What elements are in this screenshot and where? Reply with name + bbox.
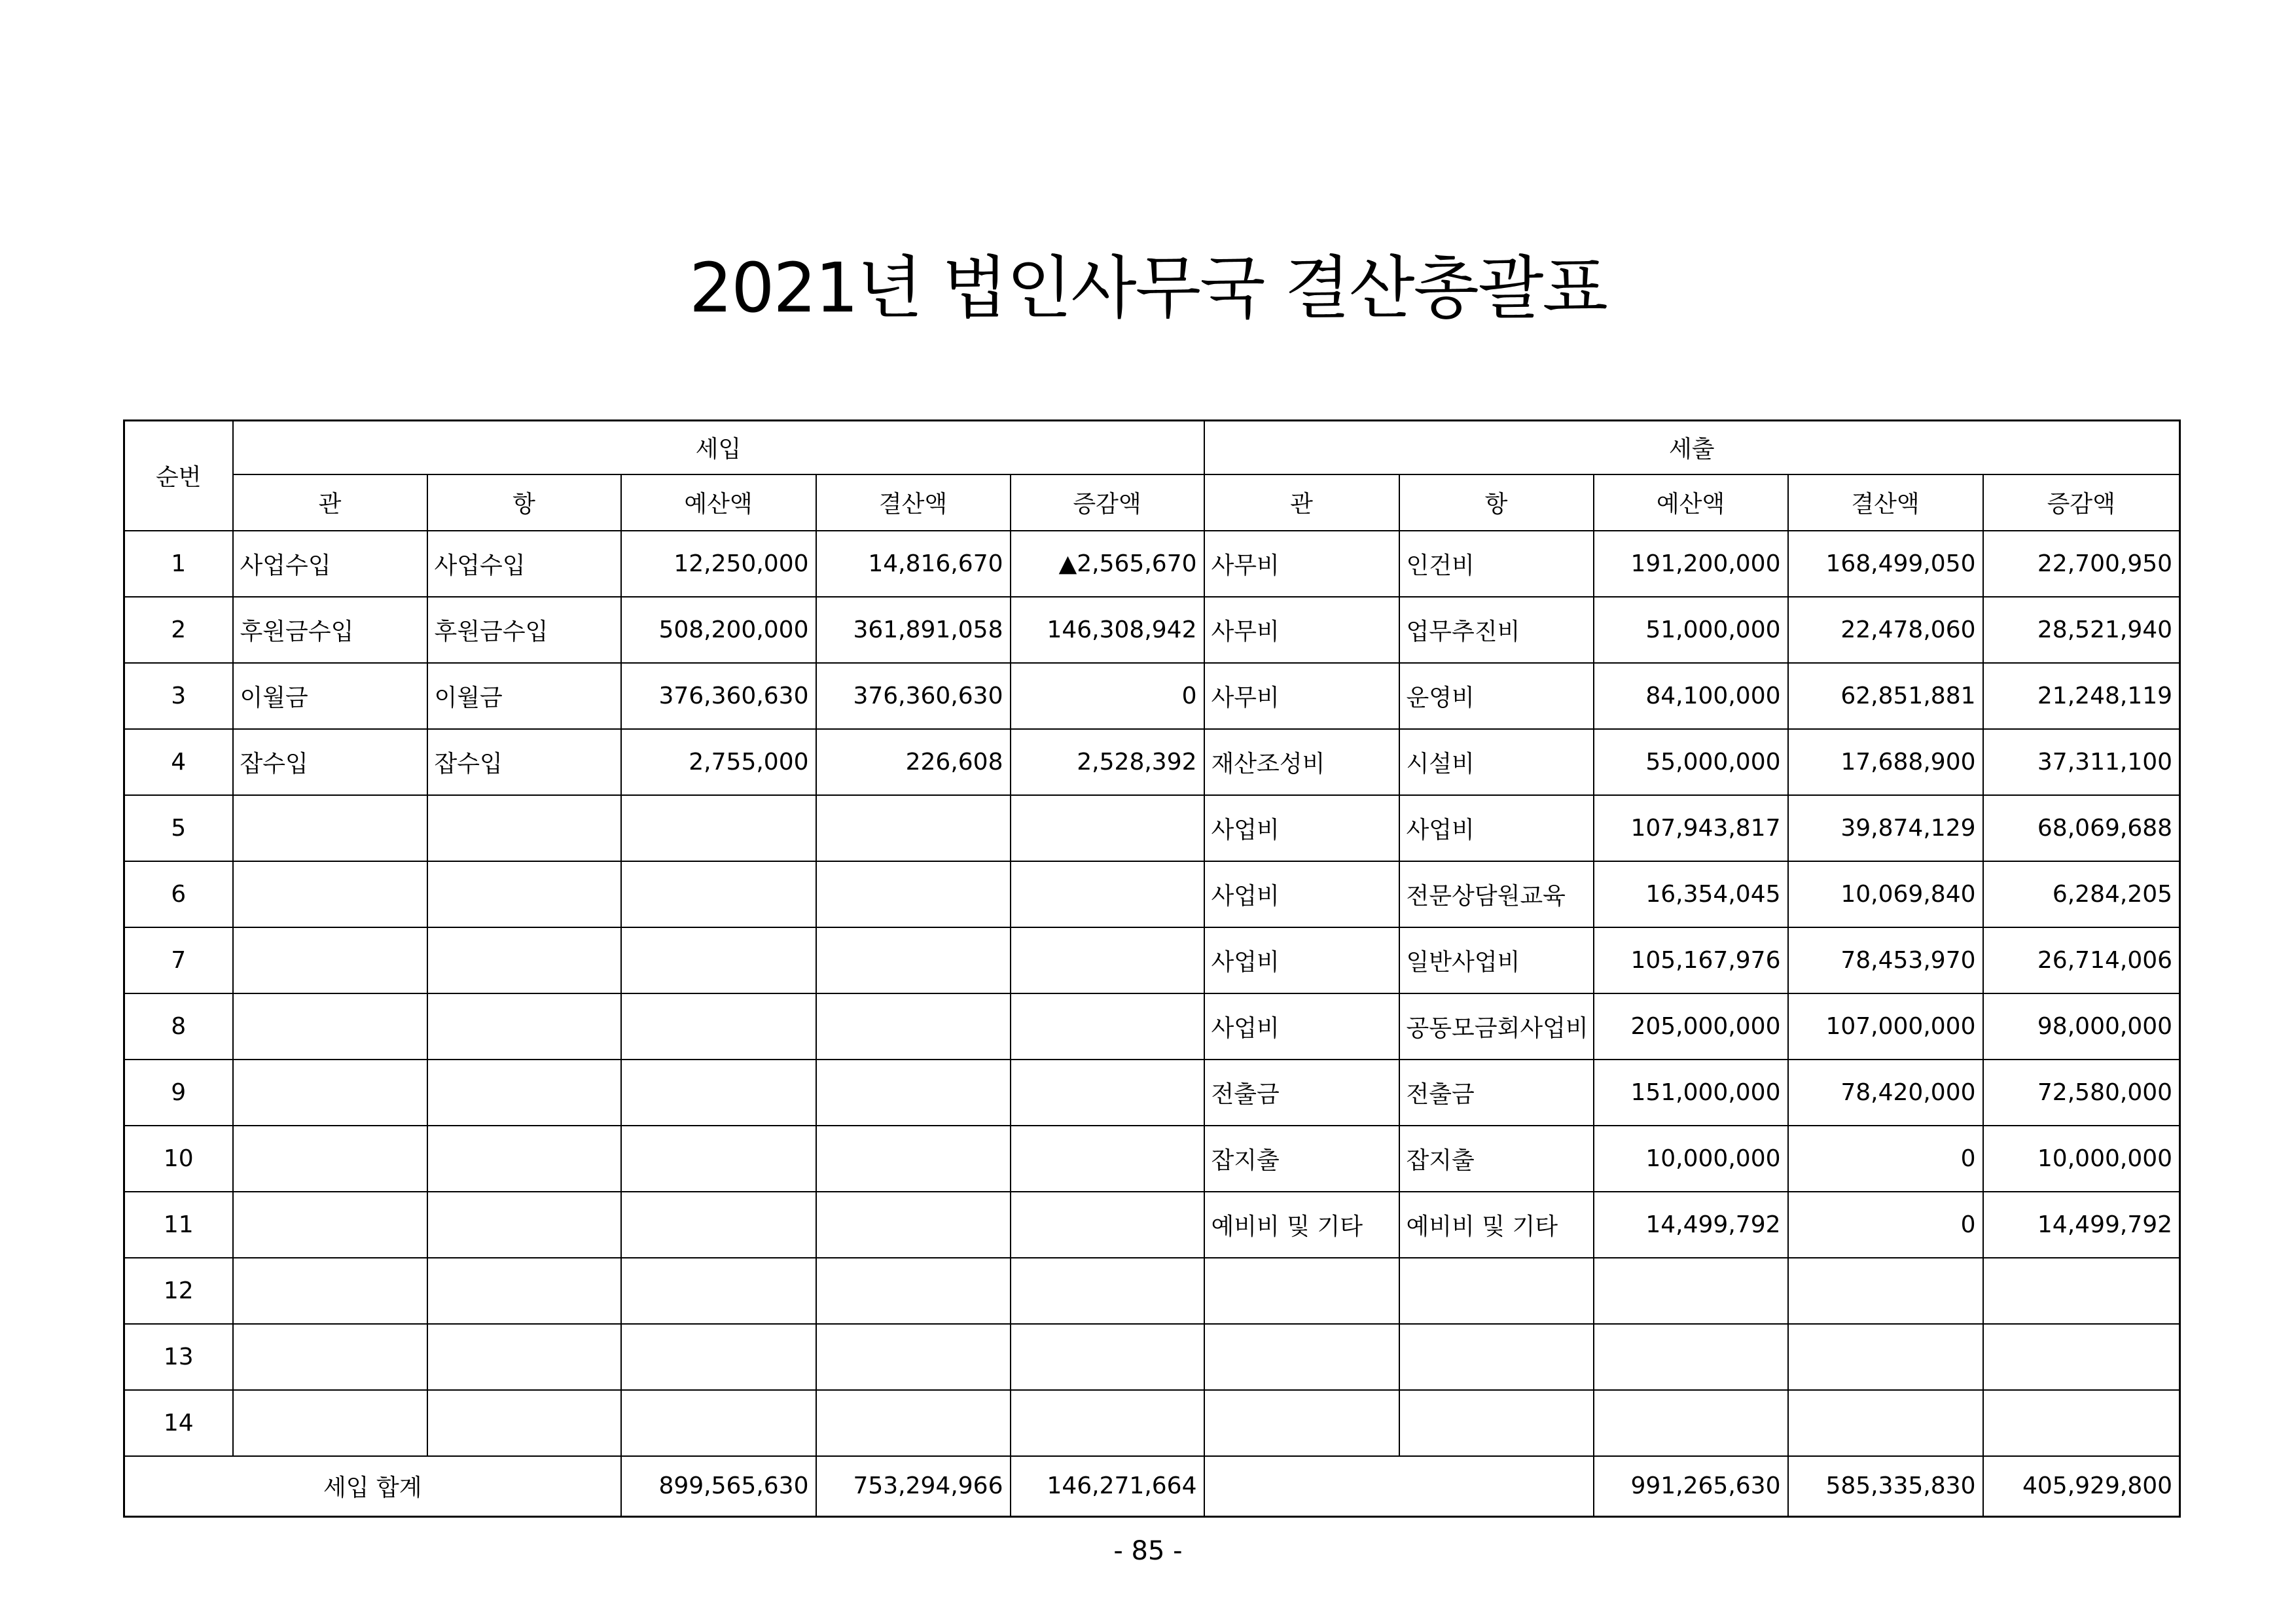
cell-expense-hang: 잡지출 — [1399, 1126, 1594, 1192]
cell-income-budget: 376,360,630 — [621, 663, 816, 729]
header-row-top — [124, 421, 2180, 474]
cell-income-settled — [816, 861, 1011, 927]
cell-expense-settled: 17,688,900 — [1788, 729, 1983, 795]
header-income: 세입 — [233, 421, 1204, 474]
cell-income-hang — [427, 795, 621, 861]
cell-expense-gwan: 사업비 — [1204, 993, 1399, 1060]
totals-label: 세입 합계 — [124, 1456, 621, 1517]
cell-expense-diff — [1983, 1258, 2180, 1324]
cell-seq: 12 — [124, 1258, 233, 1324]
cell-income-diff — [1011, 1390, 1204, 1456]
cell-income-settled: 226,608 — [816, 729, 1011, 795]
cell-expense-budget — [1594, 1390, 1788, 1456]
cell-expense-hang: 전문상담원교육 — [1399, 861, 1594, 927]
cell-expense-diff: 21,248,119 — [1983, 663, 2180, 729]
cell-expense-gwan — [1204, 1390, 1399, 1456]
cell-income-hang — [427, 927, 621, 993]
cell-income-gwan: 사업수입 — [233, 531, 427, 597]
cell-expense-settled: 0 — [1788, 1192, 1983, 1258]
cell-income-diff — [1011, 1324, 1204, 1390]
cell-expense-settled — [1788, 1324, 1983, 1390]
cell-expense-gwan: 잡지출 — [1204, 1126, 1399, 1192]
table-row — [124, 1258, 2180, 1324]
page-title: 2021년 법인사무국 결산총괄표 — [689, 248, 1607, 328]
page-number: - 85 - — [1113, 1536, 1183, 1566]
cell-expense-gwan: 재산조성비 — [1204, 729, 1399, 795]
table-row — [124, 927, 2180, 993]
cell-expense-diff: 10,000,000 — [1983, 1126, 2180, 1192]
cell-seq: 5 — [124, 795, 233, 861]
cell-expense-diff: 14,499,792 — [1983, 1192, 2180, 1258]
cell-income-gwan — [233, 1060, 427, 1126]
cell-income-hang — [427, 861, 621, 927]
cell-income-diff — [1011, 1126, 1204, 1192]
totals-income-budget: 899,565,630 — [621, 1456, 816, 1517]
cell-income-budget — [621, 1060, 816, 1126]
cell-income-diff — [1011, 795, 1204, 861]
cell-expense-settled: 10,069,840 — [1788, 861, 1983, 927]
cell-income-budget — [621, 927, 816, 993]
cell-income-hang — [427, 1258, 621, 1324]
cell-income-budget — [621, 1258, 816, 1324]
cell-expense-diff: 72,580,000 — [1983, 1060, 2180, 1126]
cell-expense-hang: 예비비 및 기타 — [1399, 1192, 1594, 1258]
cell-income-diff — [1011, 927, 1204, 993]
cell-income-gwan: 후원금수입 — [233, 597, 427, 663]
cell-income-budget — [621, 861, 816, 927]
cell-seq: 14 — [124, 1390, 233, 1456]
cell-expense-hang — [1399, 1258, 1594, 1324]
cell-expense-hang: 업무추진비 — [1399, 597, 1594, 663]
cell-seq: 2 — [124, 597, 233, 663]
table-row — [124, 861, 2180, 927]
cell-expense-budget: 105,167,976 — [1594, 927, 1788, 993]
header-income-hang: 항 — [427, 474, 621, 531]
cell-income-gwan — [233, 1390, 427, 1456]
cell-seq: 10 — [124, 1126, 233, 1192]
cell-income-hang: 사업수입 — [427, 531, 621, 597]
cell-income-budget — [621, 1324, 816, 1390]
settlement-table — [123, 419, 2181, 1518]
cell-expense-hang: 공동모금회사업비 — [1399, 993, 1594, 1060]
totals-empty — [1204, 1456, 1594, 1517]
cell-expense-diff — [1983, 1324, 2180, 1390]
header-expense-gwan: 관 — [1204, 474, 1399, 531]
totals-row — [124, 1456, 2180, 1517]
header-row-sub — [124, 474, 2180, 531]
cell-income-gwan: 잡수입 — [233, 729, 427, 795]
table-row — [124, 1060, 2180, 1126]
cell-income-settled — [816, 1126, 1011, 1192]
table-row — [124, 729, 2180, 795]
cell-expense-settled: 78,420,000 — [1788, 1060, 1983, 1126]
cell-expense-settled: 62,851,881 — [1788, 663, 1983, 729]
table-row — [124, 1126, 2180, 1192]
cell-income-diff — [1011, 1258, 1204, 1324]
cell-income-settled — [816, 1258, 1011, 1324]
cell-expense-hang: 인건비 — [1399, 531, 1594, 597]
cell-expense-hang: 사업비 — [1399, 795, 1594, 861]
cell-seq: 9 — [124, 1060, 233, 1126]
cell-expense-gwan: 사무비 — [1204, 531, 1399, 597]
cell-expense-budget: 14,499,792 — [1594, 1192, 1788, 1258]
header-income-settled: 결산액 — [816, 474, 1011, 531]
cell-income-settled — [816, 1390, 1011, 1456]
cell-expense-diff: 98,000,000 — [1983, 993, 2180, 1060]
cell-income-diff: ▲2,565,670 — [1011, 531, 1204, 597]
cell-income-diff — [1011, 861, 1204, 927]
cell-income-settled — [816, 1192, 1011, 1258]
cell-expense-hang — [1399, 1324, 1594, 1390]
table-row — [124, 1192, 2180, 1258]
header-expense-budget: 예산액 — [1594, 474, 1788, 531]
cell-income-diff: 146,308,942 — [1011, 597, 1204, 663]
cell-income-settled — [816, 1060, 1011, 1126]
totals-expense-settled: 585,335,830 — [1788, 1456, 1983, 1517]
cell-income-budget: 2,755,000 — [621, 729, 816, 795]
cell-income-settled — [816, 993, 1011, 1060]
cell-income-budget — [621, 1192, 816, 1258]
cell-income-gwan — [233, 795, 427, 861]
cell-expense-settled: 168,499,050 — [1788, 531, 1983, 597]
cell-seq: 3 — [124, 663, 233, 729]
table-body — [124, 531, 2180, 1456]
cell-expense-gwan: 사업비 — [1204, 861, 1399, 927]
cell-expense-settled: 107,000,000 — [1788, 993, 1983, 1060]
header-seq: 순번 — [124, 421, 233, 531]
cell-expense-budget: 84,100,000 — [1594, 663, 1788, 729]
cell-expense-hang: 시설비 — [1399, 729, 1594, 795]
cell-income-gwan — [233, 993, 427, 1060]
cell-income-hang: 이월금 — [427, 663, 621, 729]
cell-expense-gwan — [1204, 1324, 1399, 1390]
cell-income-settled: 376,360,630 — [816, 663, 1011, 729]
header-income-gwan: 관 — [233, 474, 427, 531]
cell-expense-diff: 26,714,006 — [1983, 927, 2180, 993]
cell-seq: 1 — [124, 531, 233, 597]
cell-income-diff — [1011, 1060, 1204, 1126]
cell-expense-budget: 51,000,000 — [1594, 597, 1788, 663]
cell-expense-budget — [1594, 1324, 1788, 1390]
table-row — [124, 1324, 2180, 1390]
cell-expense-settled — [1788, 1390, 1983, 1456]
totals-expense-diff: 405,929,800 — [1983, 1456, 2180, 1517]
cell-expense-settled: 78,453,970 — [1788, 927, 1983, 993]
cell-expense-hang: 운영비 — [1399, 663, 1594, 729]
cell-income-budget: 12,250,000 — [621, 531, 816, 597]
cell-expense-diff: 68,069,688 — [1983, 795, 2180, 861]
cell-expense-budget: 10,000,000 — [1594, 1126, 1788, 1192]
cell-expense-gwan: 사무비 — [1204, 597, 1399, 663]
cell-expense-budget — [1594, 1258, 1788, 1324]
header-expense-diff: 증감액 — [1983, 474, 2180, 531]
cell-expense-gwan — [1204, 1258, 1399, 1324]
cell-income-budget — [621, 993, 816, 1060]
cell-expense-settled: 0 — [1788, 1126, 1983, 1192]
table-row — [124, 993, 2180, 1060]
header-income-diff: 증감액 — [1011, 474, 1204, 531]
cell-income-hang — [427, 1060, 621, 1126]
cell-expense-diff — [1983, 1390, 2180, 1456]
header-income-budget: 예산액 — [621, 474, 816, 531]
header-expense-settled: 결산액 — [1788, 474, 1983, 531]
cell-seq: 7 — [124, 927, 233, 993]
cell-expense-gwan: 전출금 — [1204, 1060, 1399, 1126]
cell-expense-hang — [1399, 1390, 1594, 1456]
cell-income-hang — [427, 1126, 621, 1192]
cell-seq: 4 — [124, 729, 233, 795]
cell-income-diff: 0 — [1011, 663, 1204, 729]
cell-seq: 13 — [124, 1324, 233, 1390]
cell-income-settled: 14,816,670 — [816, 531, 1011, 597]
cell-expense-hang: 전출금 — [1399, 1060, 1594, 1126]
cell-income-hang — [427, 993, 621, 1060]
cell-expense-settled: 39,874,129 — [1788, 795, 1983, 861]
cell-income-gwan — [233, 927, 427, 993]
cell-income-hang: 후원금수입 — [427, 597, 621, 663]
cell-income-budget — [621, 1390, 816, 1456]
cell-income-settled — [816, 795, 1011, 861]
cell-income-budget — [621, 1126, 816, 1192]
cell-expense-gwan: 예비비 및 기타 — [1204, 1192, 1399, 1258]
header-expense: 세출 — [1204, 421, 2180, 474]
cell-income-budget: 508,200,000 — [621, 597, 816, 663]
cell-seq: 11 — [124, 1192, 233, 1258]
cell-income-hang: 잡수입 — [427, 729, 621, 795]
table-row — [124, 531, 2180, 597]
cell-expense-gwan: 사무비 — [1204, 663, 1399, 729]
cell-income-hang — [427, 1192, 621, 1258]
cell-expense-budget: 191,200,000 — [1594, 531, 1788, 597]
totals-expense-budget: 991,265,630 — [1594, 1456, 1788, 1517]
cell-income-settled — [816, 1324, 1011, 1390]
cell-expense-diff: 22,700,950 — [1983, 531, 2180, 597]
cell-income-gwan — [233, 1324, 427, 1390]
cell-income-diff — [1011, 993, 1204, 1060]
cell-seq: 6 — [124, 861, 233, 927]
cell-seq: 8 — [124, 993, 233, 1060]
cell-income-settled: 361,891,058 — [816, 597, 1011, 663]
cell-income-diff: 2,528,392 — [1011, 729, 1204, 795]
table-row — [124, 795, 2180, 861]
cell-income-hang — [427, 1390, 621, 1456]
table-row — [124, 1390, 2180, 1456]
header-expense-hang: 항 — [1399, 474, 1594, 531]
table-row — [124, 597, 2180, 663]
totals-income-diff: 146,271,664 — [1011, 1456, 1204, 1517]
cell-expense-settled — [1788, 1258, 1983, 1324]
cell-expense-budget: 55,000,000 — [1594, 729, 1788, 795]
cell-expense-budget: 205,000,000 — [1594, 993, 1788, 1060]
totals-income-settled: 753,294,966 — [816, 1456, 1011, 1517]
cell-expense-hang: 일반사업비 — [1399, 927, 1594, 993]
cell-expense-budget: 107,943,817 — [1594, 795, 1788, 861]
cell-expense-diff: 6,284,205 — [1983, 861, 2180, 927]
cell-expense-settled: 22,478,060 — [1788, 597, 1983, 663]
cell-expense-gwan: 사업비 — [1204, 795, 1399, 861]
cell-income-gwan — [233, 1192, 427, 1258]
cell-expense-budget: 151,000,000 — [1594, 1060, 1788, 1126]
cell-expense-diff: 37,311,100 — [1983, 729, 2180, 795]
cell-income-gwan — [233, 1126, 427, 1192]
cell-income-gwan: 이월금 — [233, 663, 427, 729]
cell-income-budget — [621, 795, 816, 861]
cell-income-gwan — [233, 861, 427, 927]
cell-expense-diff: 28,521,940 — [1983, 597, 2180, 663]
cell-expense-budget: 16,354,045 — [1594, 861, 1788, 927]
table-row — [124, 663, 2180, 729]
cell-income-settled — [816, 927, 1011, 993]
cell-income-gwan — [233, 1258, 427, 1324]
cell-income-hang — [427, 1324, 621, 1390]
cell-expense-gwan: 사업비 — [1204, 927, 1399, 993]
cell-income-diff — [1011, 1192, 1204, 1258]
